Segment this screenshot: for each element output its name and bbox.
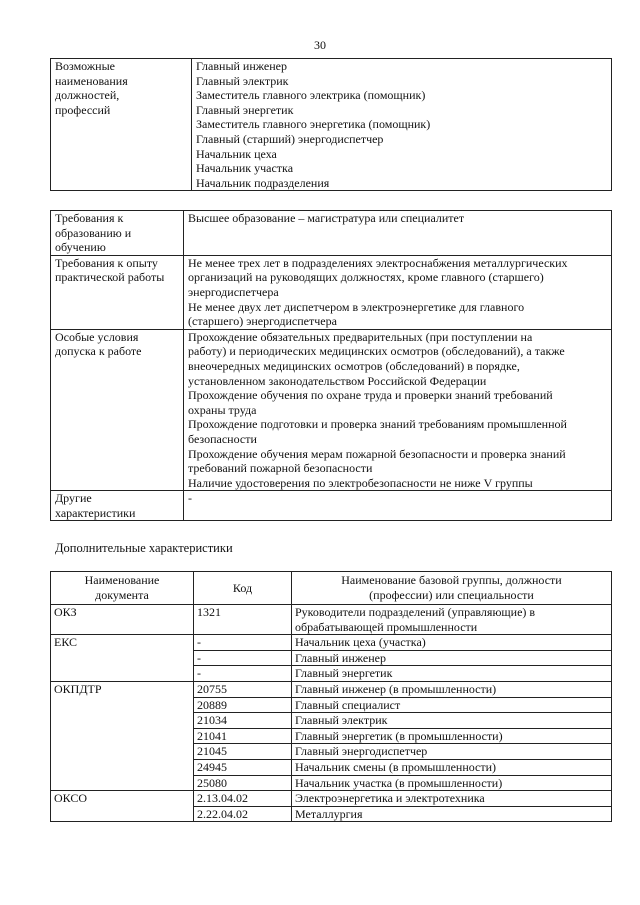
name-cell <box>292 791 612 807</box>
text-line: Требования к <box>55 211 124 225</box>
table-row <box>51 491 612 521</box>
text-line: Главный инженер (в промышленности) <box>295 681 497 696</box>
name-cell <box>292 713 612 729</box>
code-cell: 20889 <box>194 697 292 713</box>
code-cell: 21034 <box>194 713 292 729</box>
text-line: Наличие удостоверения по электробезопасности не ниже V группы <box>188 475 533 490</box>
name-cell <box>292 650 612 666</box>
text-line: обучению <box>55 240 106 255</box>
other-value <box>184 491 612 521</box>
other-label <box>51 491 184 521</box>
name-cell <box>292 635 612 651</box>
special-label <box>51 329 184 491</box>
text-line: Начальник участка <box>196 161 294 176</box>
text-line: Не менее трех лет в подразделениях электроснабжения металлургических <box>188 255 568 270</box>
text-line: Начальник участка (в промышленности) <box>295 775 503 790</box>
code-cell: 2.22.04.02 <box>194 806 292 822</box>
text-line: Прохождение обучения мерам пожарной безопасности и проверка знаний <box>188 446 566 461</box>
text-line: характеристики <box>55 505 136 520</box>
text-line: организаций на руководящих должностях, кроме главного (старшего) <box>188 270 544 285</box>
code-cell: 20755 <box>194 681 292 697</box>
table-row <box>51 791 612 807</box>
text-line: документа <box>95 588 149 602</box>
name-cell <box>292 775 612 791</box>
text-line: практической работы <box>55 270 165 285</box>
table-row <box>51 605 612 635</box>
text-line: образованию и <box>55 225 132 240</box>
table-row <box>51 211 612 256</box>
text-line: Код <box>232 580 253 595</box>
text-line: Прохождение обязательных предварительных (при поступлении на <box>188 329 533 344</box>
text-line: Главный специалист <box>295 697 401 712</box>
text-line: Не менее двух лет диспетчером в электроэнергетике для главного <box>188 299 525 314</box>
text-line: Главный инженер <box>196 59 287 73</box>
text-line: Требования к опыту <box>55 255 158 270</box>
code-cell: 24945 <box>194 759 292 775</box>
text-line: Начальник цеха (участка) <box>295 635 426 650</box>
text-line: обрабатывающей промышленности <box>295 619 478 634</box>
text-line: Главный энергетик <box>196 102 294 117</box>
text-line: Наименование базовой группы, должности <box>341 573 562 588</box>
text-line: внеочередных медицинских осмотров (обследований) в порядке, <box>188 358 520 373</box>
text-line: Особые условия <box>55 329 139 344</box>
positions-label <box>51 59 192 191</box>
header-name <box>292 572 612 605</box>
text-line: Главный электрик <box>295 713 388 728</box>
name-cell <box>292 806 612 822</box>
name-cell <box>292 666 612 682</box>
text-line: Наименование <box>84 573 160 588</box>
text-line: Электроэнергетика и электротехника <box>295 791 485 806</box>
table-header-row <box>51 572 612 605</box>
text-line: допуска к работе <box>55 344 142 359</box>
doc-cell: ЕКС <box>51 635 194 682</box>
text-line: должностей, <box>55 88 120 103</box>
text-line: работу) и периодических медицинских осмотров (обследований), а также <box>188 344 565 359</box>
text-line: энергодиспетчера <box>188 284 279 299</box>
text-line: Начальник подразделения <box>196 175 330 190</box>
text-line: Прохождение подготовки и проверка знаний требованиям промышленной <box>188 417 567 432</box>
text-line: профессий <box>55 102 111 117</box>
text-line: наименования <box>55 73 128 88</box>
code-cell: 2.13.04.02 <box>194 791 292 807</box>
additional-table <box>50 571 612 822</box>
code-cell: - <box>194 650 292 666</box>
text-line: Возможные <box>55 59 115 73</box>
name-cell <box>292 759 612 775</box>
code-cell: 21041 <box>194 728 292 744</box>
education-value <box>184 211 612 256</box>
table-row <box>51 255 612 329</box>
doc-cell: ОКЗ <box>51 605 194 635</box>
code-cell: - <box>194 635 292 651</box>
text-line: Металлургия <box>295 806 363 821</box>
text-line: (старшего) энергодиспетчера <box>188 314 337 329</box>
name-cell <box>292 744 612 760</box>
education-label <box>51 211 184 256</box>
text-line: - <box>188 491 192 506</box>
text-line: Прохождение обучения по охране труда и проверки знаний требований <box>188 388 553 403</box>
table-row <box>51 59 612 191</box>
additional-table-body <box>51 605 612 822</box>
text-line: Другие <box>55 491 92 506</box>
code-cell: - <box>194 666 292 682</box>
text-line: Главный (старший) энергодиспетчер <box>196 131 384 146</box>
header-code <box>194 572 292 605</box>
text-line: Главный электрик <box>196 73 289 88</box>
requirements-table <box>50 210 612 521</box>
text-line: Руководители подразделений (управляющие) в <box>295 605 536 619</box>
positions-list <box>192 59 612 191</box>
text-line: (профессии) или специальности <box>369 588 534 602</box>
text-line: Главный энергетик <box>295 666 393 681</box>
text-line: Начальник смены (в промышленности) <box>295 759 497 774</box>
name-cell <box>292 605 612 635</box>
text-line: установленном законодательством Российской Федерации <box>188 373 487 388</box>
text-line: Главный энергетик (в промышленности) <box>295 728 503 743</box>
code-cell: 1321 <box>194 605 292 635</box>
text-line: Главный инженер <box>295 650 386 665</box>
text-line: Высшее образование – магистратура или специалитет <box>188 211 465 225</box>
table-row <box>51 635 612 651</box>
positions-table <box>50 58 612 191</box>
name-cell <box>292 728 612 744</box>
section-title: Дополнительные характеристики <box>55 541 233 555</box>
table-row <box>51 681 612 697</box>
name-cell <box>292 697 612 713</box>
name-cell <box>292 681 612 697</box>
text-line: охраны труда <box>188 402 257 417</box>
doc-cell: ОКПДТР <box>51 681 194 790</box>
experience-label <box>51 255 184 329</box>
table-row <box>51 329 612 491</box>
doc-cell: ОКСО <box>51 791 194 822</box>
text-line: требований пожарной безопасности <box>188 461 373 476</box>
page-number: 30 <box>314 38 326 52</box>
text-line: Главный энергодиспетчер <box>295 744 428 759</box>
header-doc <box>51 572 194 605</box>
code-cell: 25080 <box>194 775 292 791</box>
text-line: безопасности <box>188 431 257 446</box>
text-line: Заместитель главного энергетика (помощник) <box>196 117 431 132</box>
text-line: Заместитель главного электрика (помощник) <box>196 88 426 103</box>
text-line: Начальник цеха <box>196 146 277 161</box>
code-cell: 21045 <box>194 744 292 760</box>
special-value <box>184 329 612 491</box>
experience-value <box>184 255 612 329</box>
